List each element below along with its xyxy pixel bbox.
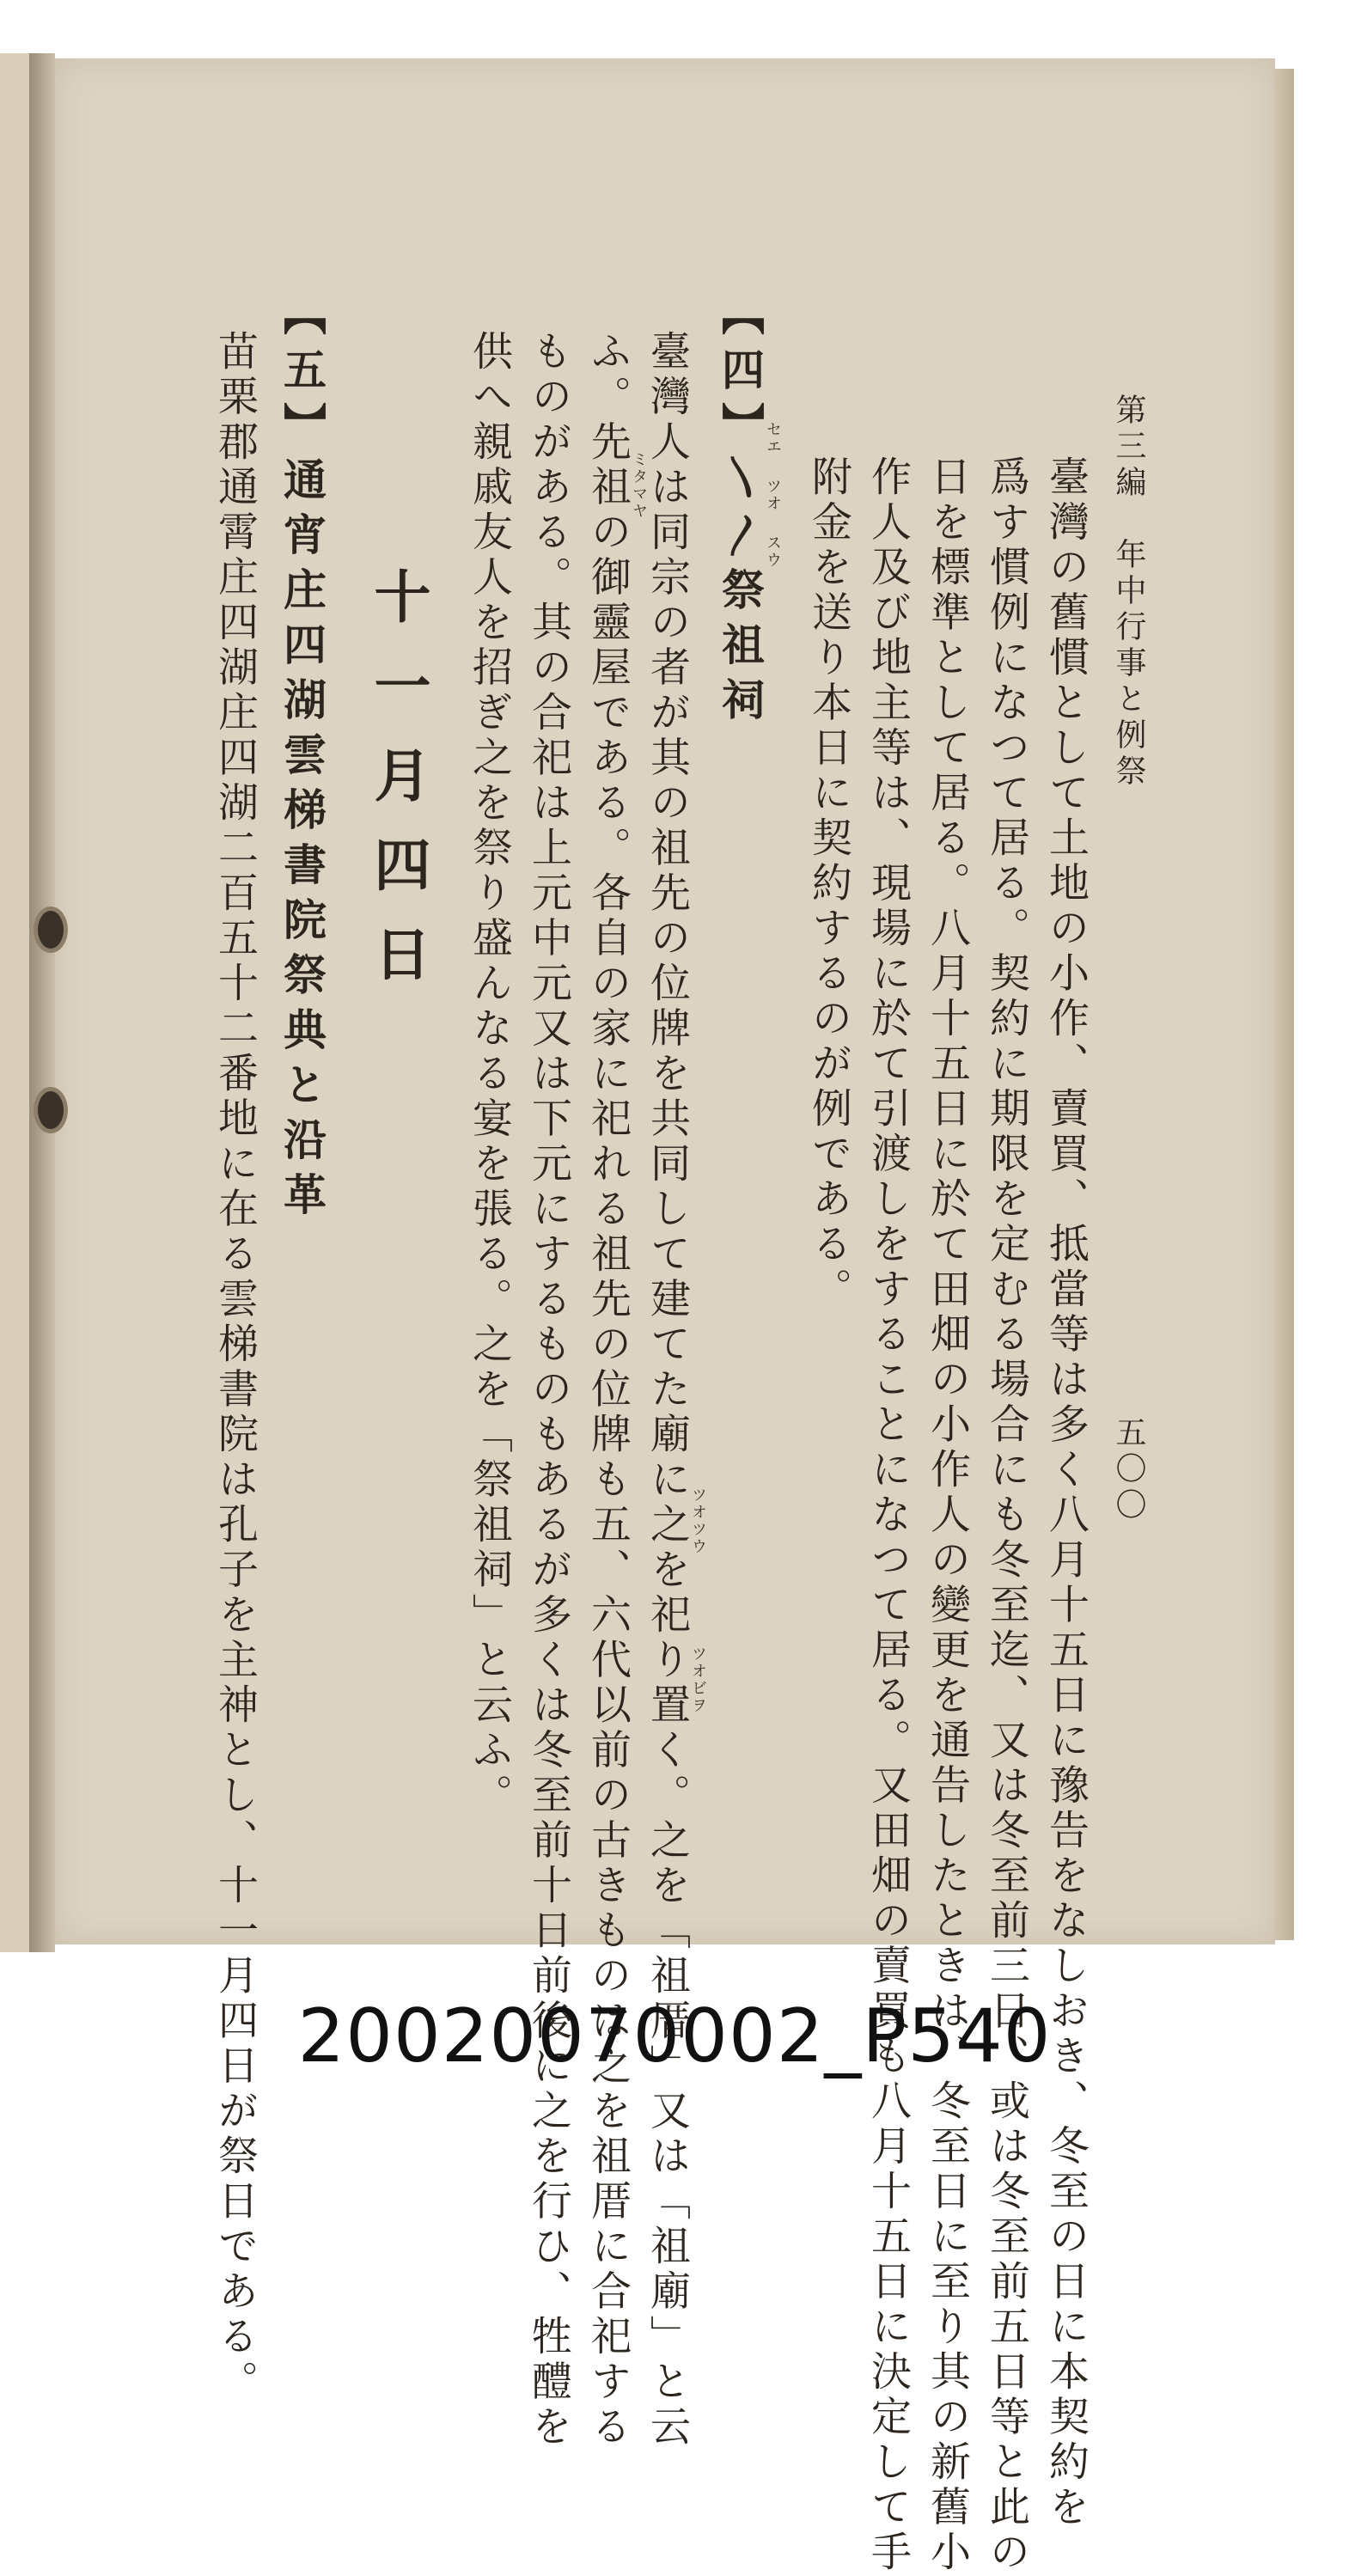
- section-4-heading: 【四】〵〳祭祖祠: [715, 292, 766, 732]
- paragraph-line: 臺灣人は同宗の者が其の祖先の位牌を共同して建てた廟に之を祀り置く。之を「祖厝」又は「祖廟」と云: [644, 330, 691, 2451]
- binding-hole-bottom: [38, 1091, 64, 1129]
- ruby-note: セエ: [764, 421, 782, 455]
- date-heading: 十一月四日: [364, 567, 431, 1014]
- page-number: 五〇〇: [1111, 1416, 1146, 1524]
- accession-number: 20020070002_P540: [297, 1993, 1052, 2079]
- paragraph-line: 爲す慣例になつて居る。契約に期限を定むる場合にも冬至迄、又は冬至前三日、或は冬至前五日等と此の: [983, 455, 1030, 2576]
- paragraph-line: 供へ親戚友人を招ぎ之を祭り盛んなる宴を張る。之を「祭祖祠」と云ふ。: [466, 330, 513, 1819]
- running-title: 第三編 年中行事と例祭: [1111, 394, 1146, 791]
- ruby-note: スウ: [764, 534, 782, 569]
- page-stack-edge: [1275, 69, 1294, 1940]
- section-5-heading: 【五】通宵庄四湖雲梯書院祭典と沿革: [277, 292, 327, 1227]
- previous-page-edge: [0, 53, 31, 1952]
- paragraph-line: ふ。先祖の御靈屋である。各自の家に祀れる祖先の位牌も五、六代以前の古きものは之を祖厝に合祀する: [584, 330, 632, 2451]
- paragraph-line: 作人及び地主等は、現場に於て引渡しをすることになつて居る。又田畑の賣買も八月十五日に決定して手: [864, 455, 912, 2576]
- ruby-note: ツオ: [764, 478, 782, 512]
- book-gutter: [29, 53, 55, 1952]
- ruby-note: ツオツウ: [689, 1486, 707, 1555]
- paragraph-line: 附金を送り本日に契約するのが例である。: [805, 455, 852, 1313]
- binding-hole-top: [38, 911, 64, 949]
- ruby-note: ミタマヤ: [630, 451, 648, 520]
- paragraph-line: ものがある。其の合祀は上元中元又は下元にするものもあるが多くは冬至前十日前後に之を行ひ、牲醴を: [525, 330, 572, 2451]
- ruby-note: ツオビヲ: [689, 1645, 707, 1714]
- paragraph-line: 苗栗郡通霄庄四湖庄四湖二百五十二番地に在る雲梯書院は孔子を主神とし、十一月四日が祭日である。: [211, 330, 259, 2405]
- paragraph-line: 臺灣の舊慣として土地の小作、賣買、抵當等は多く八月十五日に豫告をなしおき、冬至の日に本契約を: [1042, 455, 1090, 2530]
- paragraph-line: 日を標準として居る。八月十五日に於て田畑の小作人の變更を通告したときは、冬至日に至り其の新舊小: [924, 455, 971, 2576]
